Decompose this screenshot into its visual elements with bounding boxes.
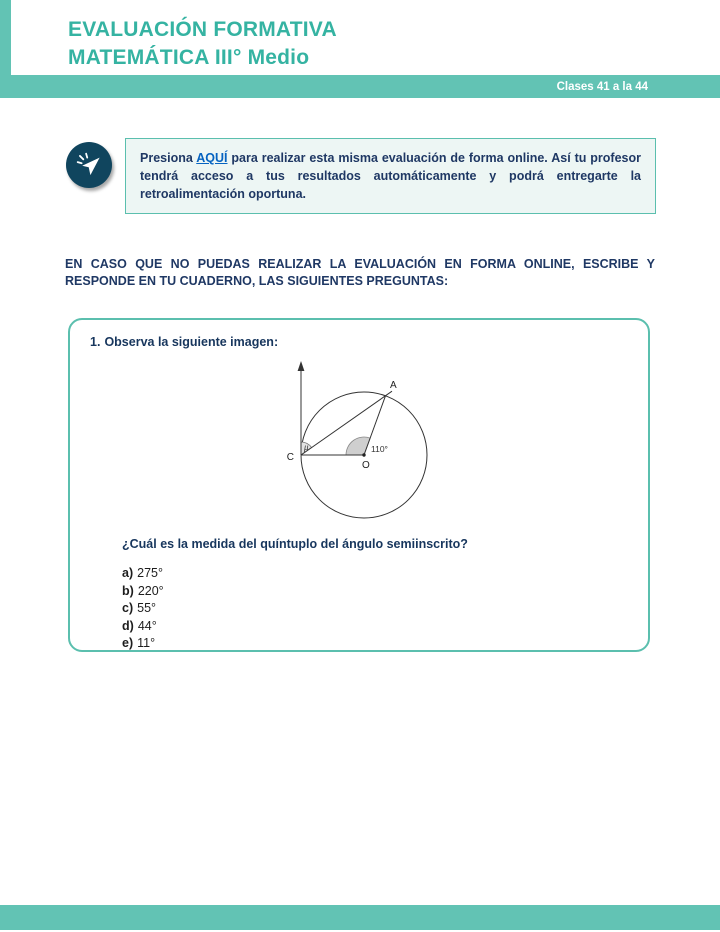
question-lead-text: Observa la siguiente imagen: [104, 335, 279, 349]
page-title [68, 16, 337, 72]
online-callout [66, 138, 656, 214]
label-center-o: O [362, 460, 370, 471]
page-title-line1: EVALUACIÓN FORMATIVA [68, 18, 337, 41]
label-point-a: A [390, 380, 397, 391]
page-title-line2: MATEMÁTICA III° Medio [68, 46, 310, 69]
option-d-label: d) [122, 618, 134, 633]
option-a-label: a) [122, 566, 134, 580]
option-c-label: c) [122, 601, 134, 615]
option-a-value: 275° [137, 566, 163, 580]
option-b-label: b) [122, 583, 134, 598]
option-b [122, 583, 628, 601]
click-cursor-icon [66, 142, 112, 188]
option-e [122, 635, 628, 653]
online-instruction-box [125, 138, 656, 214]
option-c-value: 55° [137, 601, 157, 615]
online-text-after: para realizar esta misma evaluación de forma online. Así tu profesor tendrá acceso a tus resultados automáticamente y podrá entregarte la retroalimentación oportuna. [140, 151, 641, 201]
label-point-c: C [286, 452, 294, 463]
question-prompt: ¿Cuál es la medida del quíntuplo del ángulo semiinscrito? [122, 537, 468, 551]
circle-diagram [254, 355, 464, 527]
classes-range-label: Clases 41 a la 44 [556, 80, 648, 93]
footer-band [0, 905, 720, 930]
tangent-arrowhead-icon [298, 361, 305, 371]
option-b-value: 220° [137, 583, 164, 598]
question-lead [90, 335, 628, 349]
question-card [68, 318, 650, 652]
offline-instructions: EN CASO QUE NO PUEDAS REALIZAR LA EVALUACIÓN EN FORMA ONLINE, ESCRIBE Y RESPONDE EN TU CUADERNO, LAS SIGUIENTES PREGUNTAS: [65, 257, 655, 288]
label-mu-angle: μ [304, 442, 309, 452]
online-text-before: Presiona [140, 151, 197, 165]
central-angle-wedge [346, 437, 370, 455]
question-number: 1. [90, 335, 101, 349]
header-band [0, 75, 720, 98]
option-e-value: 11° [137, 636, 156, 650]
label-central-angle: 110° [371, 444, 388, 454]
option-d-value: 44° [137, 618, 157, 633]
answer-options [122, 565, 628, 653]
option-a [122, 565, 628, 583]
option-c [122, 600, 628, 618]
online-evaluation-link[interactable]: AQUÍ [196, 151, 228, 165]
center-point [362, 453, 365, 456]
option-e-label: e) [122, 636, 134, 650]
option-d [122, 618, 628, 636]
